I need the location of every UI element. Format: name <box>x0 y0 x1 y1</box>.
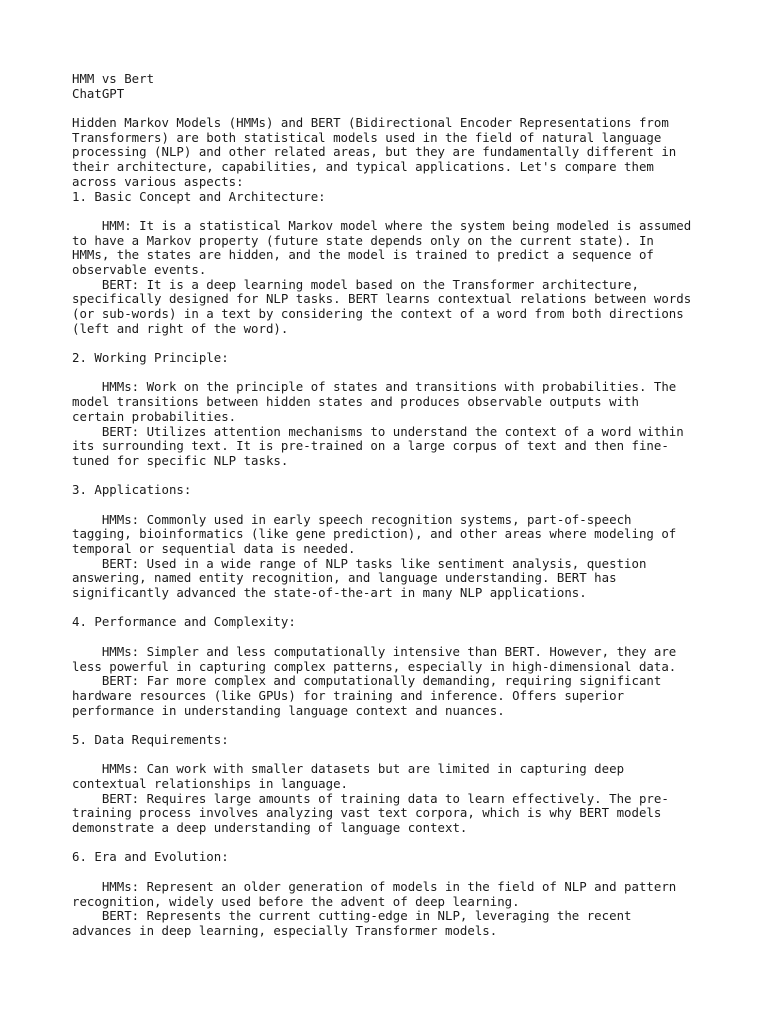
text-line: 3. Applications: <box>72 482 192 498</box>
blank-line <box>72 336 696 351</box>
text-line: tuned for specific NLP tasks. <box>72 452 289 468</box>
text-line: HMMs: Simpler and less computationally intensive than BERT. However, they are <box>72 643 677 659</box>
blank-line <box>72 469 696 484</box>
blank-line <box>72 366 696 381</box>
text-line: certain probabilities. <box>72 408 237 424</box>
text-line: (left and right of the word). <box>72 320 289 336</box>
text-line: HMMs: Represent an older generation of models in the field of NLP and pattern <box>72 878 677 894</box>
text-line: less powerful in capturing complex patterns, especially in high-dimensional data. <box>72 658 677 674</box>
text-line: HMMs: Can work with smaller datasets but are limited in capturing deep <box>72 761 625 777</box>
text-line: Transformers) are both statistical models used in the field of natural language <box>72 129 662 145</box>
text-line: BERT: It is a deep learning model based on the Transformer architecture, <box>72 276 639 292</box>
blank-line <box>72 204 696 219</box>
text-line: BERT: Far more complex and computationally demanding, requiring significant <box>72 673 662 689</box>
text-line: across various aspects: <box>72 173 244 189</box>
document-page <box>72 72 696 939</box>
blank-line <box>72 748 696 763</box>
text-line: (or sub-words) in a text by considering the context of a word from both directions <box>72 306 684 321</box>
text-line: 4. Performance and Complexity: <box>72 614 296 630</box>
text-line: HMM vs Bert <box>72 71 155 86</box>
text-line: advances in deep learning, especially Transformer models. <box>72 922 498 938</box>
text-line: BERT: Used in a wide range of NLP tasks like sentiment analysis, question <box>72 555 647 571</box>
blank-line <box>72 498 696 513</box>
text-line: HMM: It is a statistical Markov model where the system being modeled is assumed <box>72 217 692 233</box>
text-line: temporal or sequential data is needed. <box>72 541 356 556</box>
text-line: HMMs: Commonly used in early speech recognition systems, part-of-speech <box>72 511 632 527</box>
blank-line <box>72 718 696 733</box>
text-line: demonstrate a deep understanding of language context. <box>72 820 468 836</box>
text-line: observable events. <box>72 261 207 277</box>
blank-line <box>72 836 696 851</box>
blank-line <box>72 101 696 116</box>
text-line: Hidden Markov Models (HMMs) and BERT (Bidirectional Encoder Representations from <box>72 115 669 131</box>
text-line: recognition, widely used before the advent of deep learning. <box>72 893 520 909</box>
text-line: 2. Working Principle: <box>72 350 229 366</box>
text-line: 6. Era and Evolution: <box>72 849 229 865</box>
text-line: BERT: Represents the current cutting-edge in NLP, leveraging the recent <box>72 908 632 924</box>
text-line: BERT: Requires large amounts of training data to learn effectively. The pre- <box>72 790 669 806</box>
text-line: model transitions between hidden states and produces observable outputs with <box>72 394 639 410</box>
text-line: training process involves analyzing vast text corpora, which is why BERT models <box>72 805 662 821</box>
text-line: 1. Basic Concept and Architecture: <box>72 188 326 204</box>
text-line: answering, named entity recognition, and language understanding. BERT has <box>72 570 617 586</box>
text-line: performance in understanding language context and nuances. <box>72 702 505 718</box>
blank-line <box>72 601 696 616</box>
text-line: their architecture, capabilities, and typical applications. Let's compare them <box>72 159 654 175</box>
text-line: ChatGPT <box>72 85 125 101</box>
text-line: contextual relationships in language. <box>72 776 349 791</box>
text-line: HMMs, the states are hidden, and the model is trained to predict a sequence of <box>72 247 654 263</box>
text-line: specifically designed for NLP tasks. BERT learns contextual relations between words <box>72 291 692 307</box>
text-line: to have a Markov property (future state depends only on the current state). In <box>72 232 654 248</box>
blank-line <box>72 865 696 880</box>
text-line: hardware resources (like GPUs) for training and inference. Offers superior <box>72 687 625 703</box>
blank-line <box>72 630 696 645</box>
text-line: BERT: Utilizes attention mechanisms to understand the context of a word within <box>72 423 684 439</box>
text-line: processing (NLP) and other related areas, but they are fundamentally different in <box>72 144 677 160</box>
text-line: tagging, bioinformatics (like gene prediction), and other areas where modeling of <box>72 526 677 542</box>
text-line: 5. Data Requirements: <box>72 731 229 747</box>
text-line: HMMs: Work on the principle of states and transitions with probabilities. The <box>72 379 677 395</box>
text-line: its surrounding text. It is pre-trained on a large corpus of text and then fine- <box>72 438 669 454</box>
text-line: significantly advanced the state-of-the-art in many NLP applications. <box>72 585 587 601</box>
